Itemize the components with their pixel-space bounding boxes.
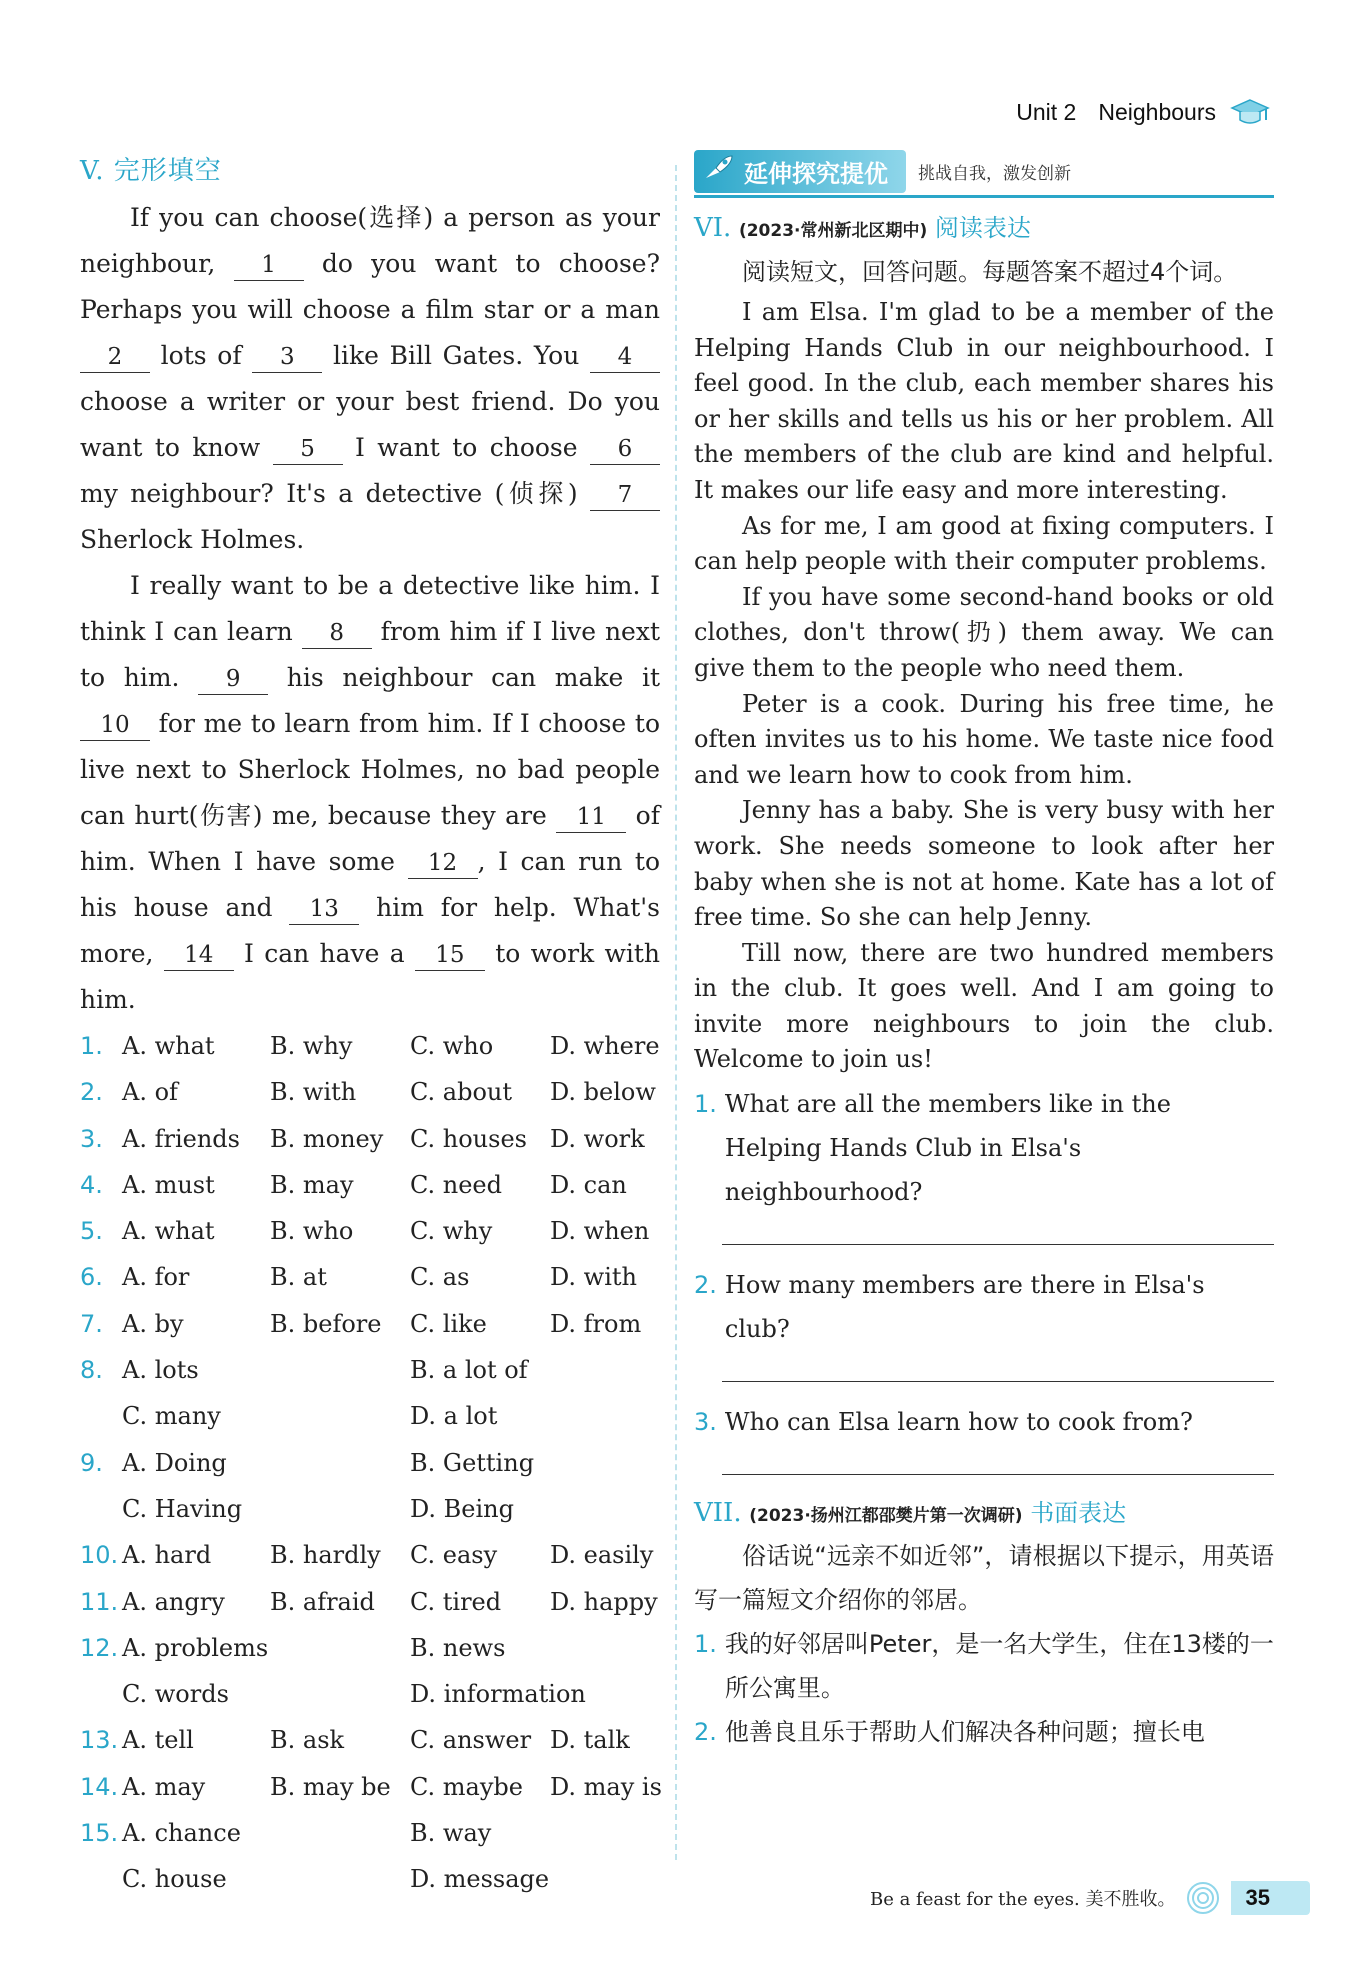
reading-question — [694, 1400, 1274, 1444]
passage-text: I want to choose — [342, 433, 590, 462]
section-6-number: VI. — [694, 213, 732, 243]
cloze-options — [80, 1023, 660, 1903]
question-number: 1. — [80, 1032, 103, 1060]
question-number: 1. — [694, 1090, 717, 1119]
section-6-type: 阅读表达 — [934, 214, 1031, 242]
answer-blank[interactable]: 12 — [408, 848, 478, 879]
option-b[interactable]: B. why — [270, 1032, 353, 1060]
option-row — [80, 1208, 660, 1254]
reading-question — [694, 1263, 1274, 1351]
answer-blank[interactable]: 4 — [590, 342, 660, 373]
question-number: 3. — [694, 1408, 717, 1437]
option-indent — [80, 1393, 122, 1439]
option-d[interactable]: D. from — [550, 1309, 642, 1338]
option-c[interactable]: C. need — [410, 1170, 502, 1199]
answer-blank[interactable]: 8 — [302, 618, 372, 649]
option-b[interactable]: B. who — [270, 1217, 354, 1246]
answer-blank[interactable]: 14 — [164, 940, 234, 971]
option-c[interactable]: C. about — [410, 1078, 512, 1107]
point-text: 我的好邻居叫Peter，是一名大学生，住在13楼的一所公寓里。 — [724, 1630, 1274, 1703]
option-row — [80, 1116, 660, 1162]
option-a[interactable]: A. Doing — [122, 1448, 227, 1477]
question-number: 3. — [80, 1124, 103, 1153]
reading-question — [694, 1082, 1274, 1214]
page-header — [1016, 96, 1270, 128]
option-c[interactable]: C. words — [122, 1680, 229, 1709]
passage-text: my neighbour? It's a detective (侦探) — [80, 479, 590, 508]
passage-text: If you can choose(选择) a person as your neighbour, — [80, 203, 660, 278]
option-b[interactable]: B. before — [270, 1309, 382, 1338]
left-column — [80, 150, 660, 1903]
section-6-source: (2023·常州新北区期中) — [738, 221, 928, 241]
option-b[interactable]: B. may be — [270, 1772, 391, 1801]
question-text: What are all the members like in the Helping Hands Club in Elsa's neighbourhood? — [724, 1090, 1171, 1207]
passage-text: from him if I live next to him. — [80, 617, 661, 692]
section-6-heading — [694, 208, 1274, 243]
writing-points — [694, 1622, 1274, 1754]
spiral-icon — [1185, 1880, 1221, 1916]
option-row — [80, 1486, 660, 1532]
question-text: How many members are there in Elsa's club? — [724, 1271, 1205, 1344]
option-b[interactable]: B. at — [270, 1263, 327, 1292]
answer-line[interactable] — [722, 1351, 1274, 1382]
reading-paragraph: Peter is a cook. During his free time, he often invites us to his home. We taste nice food and we learn how to cook from him. — [694, 689, 1274, 789]
option-b[interactable]: B. may — [270, 1170, 354, 1199]
option-c[interactable]: C. house — [122, 1865, 227, 1894]
option-a[interactable]: A. must — [122, 1170, 215, 1199]
reading-paragraph: Jenny has a baby. She is very busy with her work. She needs someone to look after her baby when she is not at home. Kate has a lot of free time. So she can help Jenny. — [694, 796, 1274, 932]
passage-text: choose a writer or your best friend. Do you want to know — [80, 387, 660, 462]
option-indent — [80, 1856, 122, 1902]
option-a[interactable]: A. hard — [122, 1541, 212, 1570]
option-c[interactable]: C. houses — [410, 1124, 527, 1153]
option-row — [80, 1023, 660, 1069]
option-d[interactable]: D. work — [550, 1124, 645, 1153]
option-b[interactable]: B. money — [270, 1124, 384, 1153]
option-a[interactable]: A. problems — [122, 1633, 269, 1662]
reading-paragraph: As for me, I am good at fixing computers. I can help people with their computer problems. — [694, 511, 1274, 576]
option-row — [80, 1717, 660, 1763]
option-a[interactable]: A. lots — [122, 1356, 199, 1385]
option-row — [80, 1440, 660, 1486]
option-a[interactable]: A. friends — [122, 1124, 240, 1153]
section-7-heading — [694, 1493, 1274, 1528]
answer-blank[interactable]: 1 — [234, 250, 304, 281]
option-row — [80, 1254, 660, 1300]
cloze-paragraph-2 — [80, 563, 660, 1023]
option-c[interactable]: C. Having — [122, 1494, 243, 1523]
reading-questions — [694, 1082, 1274, 1475]
reading-passage — [694, 295, 1274, 1078]
section-6-instruction: 阅读短文，回答问题。每题答案不超过4个词。 — [742, 258, 1238, 286]
option-d[interactable]: D. may is — [550, 1772, 662, 1801]
reading-paragraph: I am Elsa. I'm glad to be a member of the Helping Hands Club in our neighbourhood. I feel good. In the club, each member shares his or her skills and tells us his or her problem. All the members of the club are kind and helpful. It makes our life easy and more interesting. — [694, 298, 1274, 504]
answer-blank[interactable]: 10 — [80, 710, 150, 741]
cloze-paragraph-1 — [80, 195, 660, 563]
answer-line[interactable] — [722, 1214, 1274, 1245]
unit-title: Neighbours — [1098, 98, 1216, 125]
option-d[interactable]: D. below — [550, 1078, 656, 1107]
section-5-number: V. — [80, 156, 105, 186]
option-d[interactable]: D. talk — [550, 1726, 630, 1755]
banner-title: 延伸探究提优 — [744, 160, 888, 188]
section-7-number: VII. — [694, 1498, 742, 1529]
option-d[interactable]: D. Being — [410, 1494, 514, 1523]
option-a[interactable]: A. may — [122, 1772, 206, 1801]
question-number: 7. — [80, 1309, 103, 1338]
option-row — [80, 1162, 660, 1208]
option-a[interactable]: A. what — [122, 1032, 215, 1060]
option-b[interactable]: B. way — [410, 1819, 492, 1848]
section-7-intro: 俗话说“远亲不如近邻”，请根据以下提示，用英语写一篇短文介绍你的邻居。 — [694, 1542, 1274, 1615]
question-number: 13. — [80, 1726, 119, 1755]
passage-text: , I can run to his house and — [80, 847, 660, 922]
option-row — [80, 1347, 660, 1393]
reading-paragraph: Till now, there are two hundred members in the club. It goes well. And I am going to invite more neighbours to join the club. Welcome to join us! — [694, 938, 1274, 1074]
option-b[interactable]: B. ask — [270, 1726, 345, 1755]
option-d[interactable]: D. message — [410, 1865, 550, 1894]
passage-text: Sherlock Holmes. — [80, 525, 305, 554]
passage-text: I can have a — [233, 939, 415, 968]
banner-subtitle: 挑战自我，激发创新 — [918, 164, 1071, 184]
option-d[interactable]: D. can — [550, 1170, 627, 1199]
rocket-icon — [702, 154, 734, 182]
option-a[interactable]: A. angry — [122, 1587, 225, 1616]
option-row — [80, 1671, 660, 1717]
section-7-source: (2023·扬州江都邵樊片第一次调研) — [749, 1506, 1023, 1527]
answer-blank[interactable]: 15 — [415, 940, 485, 971]
passage-text: lots of — [150, 341, 253, 370]
writing-point — [694, 1622, 1274, 1710]
page-footer — [870, 1880, 1310, 1916]
option-row — [80, 1393, 660, 1439]
question-number: 2. — [694, 1271, 717, 1300]
writing-point — [694, 1710, 1274, 1754]
passage-text: for me to learn from him. If I choose to live next to Sherlock Holmes, no bad people can hurt(伤害) me, because they are — [80, 709, 660, 830]
option-c[interactable]: C. maybe — [410, 1772, 523, 1801]
option-row — [80, 1625, 660, 1671]
question-number: 15. — [80, 1819, 119, 1848]
passage-text: of him. When I have some — [80, 801, 660, 876]
option-c[interactable]: C. easy — [410, 1541, 498, 1570]
point-number: 1. — [694, 1630, 717, 1659]
option-d[interactable]: D. when — [550, 1217, 650, 1246]
answer-blank[interactable]: 2 — [80, 342, 150, 373]
option-c[interactable]: C. as — [410, 1263, 470, 1292]
option-a[interactable]: A. what — [122, 1217, 215, 1246]
option-c[interactable]: C. like — [410, 1309, 487, 1338]
footer-slogan: Be a feast for the eyes. 美不胜收。 — [870, 1889, 1176, 1910]
option-c[interactable]: C. why — [410, 1217, 493, 1246]
option-a[interactable]: A. tell — [122, 1726, 194, 1755]
graduation-cap-icon — [1230, 96, 1270, 128]
answer-blank[interactable]: 9 — [198, 664, 268, 695]
question-number: 14. — [80, 1772, 119, 1801]
option-d[interactable]: D. where — [550, 1032, 660, 1060]
column-divider — [675, 165, 677, 1860]
option-row — [80, 1810, 660, 1856]
banner-title-box — [694, 150, 906, 193]
question-number: 4. — [80, 1170, 103, 1199]
unit-label: Unit 2 — [1016, 98, 1077, 125]
passage-text: to work with him. — [80, 939, 661, 1014]
answer-blank[interactable]: 6 — [590, 434, 660, 465]
section-7-type: 书面表达 — [1030, 1499, 1127, 1528]
passage-text: I really want to be a detective like him. I think I can learn — [80, 571, 660, 646]
question-number: 5. — [80, 1217, 103, 1246]
option-b[interactable]: B. news — [410, 1633, 506, 1662]
option-c[interactable]: C. who — [410, 1032, 494, 1060]
option-c[interactable]: C. answer — [410, 1726, 532, 1755]
section-5-title — [80, 150, 660, 187]
option-indent — [80, 1671, 122, 1717]
option-row — [80, 1069, 660, 1115]
option-c[interactable]: C. tired — [410, 1587, 502, 1616]
question-number: 12. — [80, 1633, 119, 1662]
option-row — [80, 1856, 660, 1902]
point-text: 他善良且乐于帮助人们解决各种问题；擅长电 — [724, 1718, 1205, 1747]
extension-banner — [694, 150, 1274, 198]
option-d[interactable]: D. with — [550, 1263, 637, 1292]
question-number: 10. — [80, 1541, 119, 1570]
passage-text: him for help. What's more, — [80, 893, 660, 968]
option-a[interactable]: A. chance — [122, 1819, 241, 1848]
option-b[interactable]: B. afraid — [270, 1587, 375, 1616]
option-d[interactable]: D. easily — [550, 1541, 654, 1570]
option-indent — [80, 1486, 122, 1532]
passage-text: like Bill Gates. You — [322, 341, 590, 370]
passage-text: do you want to choose? Perhaps you will choose a film star or a man — [80, 249, 660, 324]
option-a[interactable]: A. for — [122, 1263, 190, 1292]
point-number: 2. — [694, 1718, 717, 1747]
question-number: 11. — [80, 1587, 119, 1616]
option-b[interactable]: B. with — [270, 1078, 357, 1107]
option-a[interactable]: A. of — [122, 1078, 178, 1107]
option-a[interactable]: A. by — [122, 1309, 184, 1338]
passage-text: his neighbour can make it — [268, 663, 660, 692]
question-number: 2. — [80, 1078, 103, 1107]
option-d[interactable]: D. information — [410, 1680, 586, 1709]
option-row — [80, 1301, 660, 1347]
answer-blank[interactable]: 5 — [273, 434, 343, 465]
section-5-heading: 完形填空 — [113, 156, 222, 186]
option-row — [80, 1764, 660, 1810]
option-b[interactable]: B. Getting — [410, 1448, 535, 1477]
question-number: 6. — [80, 1263, 103, 1292]
option-d[interactable]: D. a lot — [410, 1402, 498, 1431]
answer-blank[interactable]: 3 — [252, 342, 322, 373]
answer-line[interactable] — [722, 1444, 1274, 1475]
answer-blank[interactable]: 13 — [289, 894, 359, 925]
option-c[interactable]: C. many — [122, 1402, 221, 1431]
option-b[interactable]: B. a lot of — [410, 1356, 528, 1385]
reading-paragraph: If you have some second-hand books or old clothes, don't throw(扔) them away. We can give them to the people who need them. — [694, 582, 1274, 682]
option-b[interactable]: B. hardly — [270, 1541, 381, 1570]
option-row — [80, 1532, 660, 1578]
question-text: Who can Elsa learn how to cook from? — [724, 1408, 1193, 1437]
right-column — [694, 150, 1274, 1754]
option-row — [80, 1579, 660, 1625]
answer-blank[interactable]: 11 — [556, 802, 626, 833]
answer-blank[interactable]: 7 — [590, 480, 660, 511]
option-d[interactable]: D. happy — [550, 1587, 658, 1616]
question-number: 9. — [80, 1448, 103, 1477]
page-number: 35 — [1231, 1881, 1309, 1915]
question-number: 8. — [80, 1356, 103, 1385]
